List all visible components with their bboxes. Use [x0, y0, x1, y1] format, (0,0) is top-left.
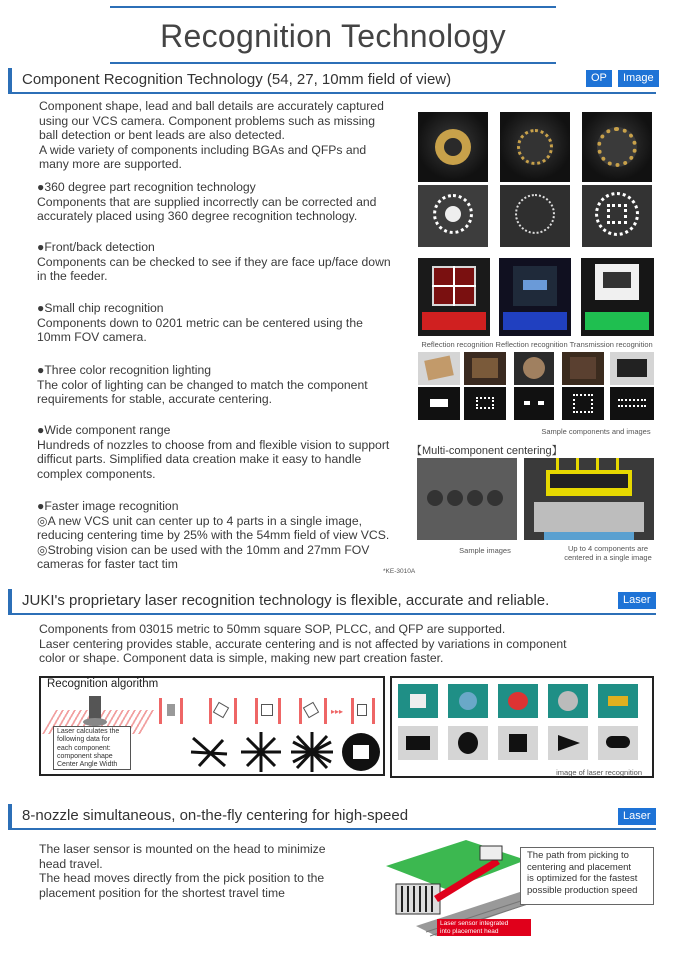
sample-image-2: [464, 387, 506, 420]
multi-sample-image: [417, 458, 517, 540]
title-banner: [110, 6, 556, 64]
bga-image-1: [418, 185, 488, 247]
laser-image-box: [390, 676, 654, 778]
multi-centering-photo: [524, 458, 654, 540]
laser-part-image-5: [598, 726, 638, 760]
lighting-caption: Reflection recognition Reflection recognition Transmission recognition: [421, 340, 653, 349]
bga-image-2: [500, 185, 570, 247]
laser-part-photo-1: [398, 684, 438, 718]
algorithm-title: Recognition algorithm: [47, 678, 159, 690]
feature-360: ●360 degree part recognition technology Components that are supplied incorrectly can be corrected and accurately placed using 360 degree recognition technology.: [37, 180, 377, 223]
laser-part-image-1: [398, 726, 438, 760]
algorithm-note: Laser calculates the following data for each component: component shape Center Angle Width: [53, 726, 131, 770]
starburst-diagrams: [189, 730, 385, 774]
sample-component-1: [418, 352, 460, 385]
laser-part-photo-4: [548, 684, 588, 718]
sample-component-4: [562, 352, 604, 385]
sample-images-caption: Sample images: [459, 546, 511, 555]
tag-laser: Laser: [618, 592, 656, 609]
laser-part-image-4: [548, 726, 588, 760]
intro-paragraph: Component shape, lead and ball details are accurately captured using our VCS camera. Component problems such as missing ball detection or bent leads are also detected. A wide variety of components including BGAs and QFPs and many more are supported.: [39, 99, 384, 171]
recognition-algorithm-box: [39, 676, 385, 776]
section-heading-8-nozzle: [8, 804, 656, 830]
path-callout: The path from picking to centering and placement is optimized for the fastest possible production speed: [520, 847, 654, 905]
lighting-photo-red: [418, 258, 490, 336]
up-to-4-caption: Up to 4 components are centered in a single image: [564, 544, 652, 562]
bga-photo-3: [582, 112, 652, 182]
feature-wide-range: ●Wide component range Hundreds of nozzles to choose from and flexible vision to support difficut parts. Simplified data creation make it easy to handle complex components.: [37, 423, 390, 481]
samples-caption: Sample components and images: [541, 427, 651, 436]
bga-photo-1: [418, 112, 488, 182]
bga-image-3: [582, 185, 652, 247]
laser-part-photo-5: [598, 684, 638, 718]
tag-laser-2: Laser: [618, 808, 656, 825]
head-travel-paragraph: The laser sensor is mounted on the head to minimize head travel. The head moves directly from the pick position to the placement position for the shortest travel time: [39, 842, 326, 900]
bga-photo-2: [500, 112, 570, 182]
sample-component-3: [514, 352, 554, 385]
sample-image-1: [418, 387, 460, 420]
laser-image-caption: image of laser recognition: [556, 768, 642, 777]
algorithm-steps: ▸▸▸: [159, 698, 379, 726]
lighting-photo-blue: [499, 258, 571, 336]
sample-image-4: [562, 387, 604, 420]
feature-front-back: ●Front/back detection Components can be checked to see if they are face up/face down in the feeder.: [37, 240, 391, 283]
section-heading-text: 8-nozzle simultaneous, on-the-fly centering for high-speed: [22, 807, 409, 824]
laser-paragraph: Components from 03015 metric to 50mm square SOP, PLCC, and QFP are supported. Laser centering provides stable, accurate centering and is not affected by variations in component color or shape. Component data is simple, making new part creation faster.: [39, 622, 567, 665]
laser-part-photo-3: [498, 684, 538, 718]
sample-component-2: [464, 352, 506, 385]
model-note: *KE-3010A: [383, 568, 416, 575]
sample-image-5: [610, 387, 654, 420]
laser-sensor-label: Laser sensor integrated into placement head: [437, 919, 531, 936]
feature-small-chip: ●Small chip recognition Components down to 0201 metric can be centered using the 10mm FOV camera.: [37, 301, 363, 344]
sample-image-3: [514, 387, 554, 420]
tag-op: OP: [586, 70, 612, 87]
laser-part-image-2: [448, 726, 488, 760]
tag-image: Image: [618, 70, 659, 87]
feature-faster: ●Faster image recognition ◎A new VCS unit can center up to 4 parts in a single image, reducing centering time by 25% with the 54mm field of view VCS. ◎Strobing vision can be used with the 10mm and 27mm FOV cameras for faster tact tim: [37, 499, 390, 571]
section-heading-component-recognition: [8, 68, 656, 94]
multi-component-title: 【Multi-component centering】: [411, 445, 563, 457]
section-heading-text: Component Recognition Technology (54, 27, 10mm field of view): [22, 71, 452, 88]
section-heading-laser-recognition: [8, 589, 656, 615]
page-title: Recognition Technology: [160, 18, 506, 54]
feature-three-color: ●Three color recognition lighting The color of lighting can be changed to match the component requirements for stable, accurate centering.: [37, 363, 368, 406]
laser-part-image-3: [498, 726, 538, 760]
sample-component-5: [610, 352, 654, 385]
lighting-photo-green: [581, 258, 654, 336]
laser-part-photo-2: [448, 684, 488, 718]
section-heading-text: JUKI's proprietary laser recognition technology is flexible, accurate and reliable.: [22, 592, 550, 609]
